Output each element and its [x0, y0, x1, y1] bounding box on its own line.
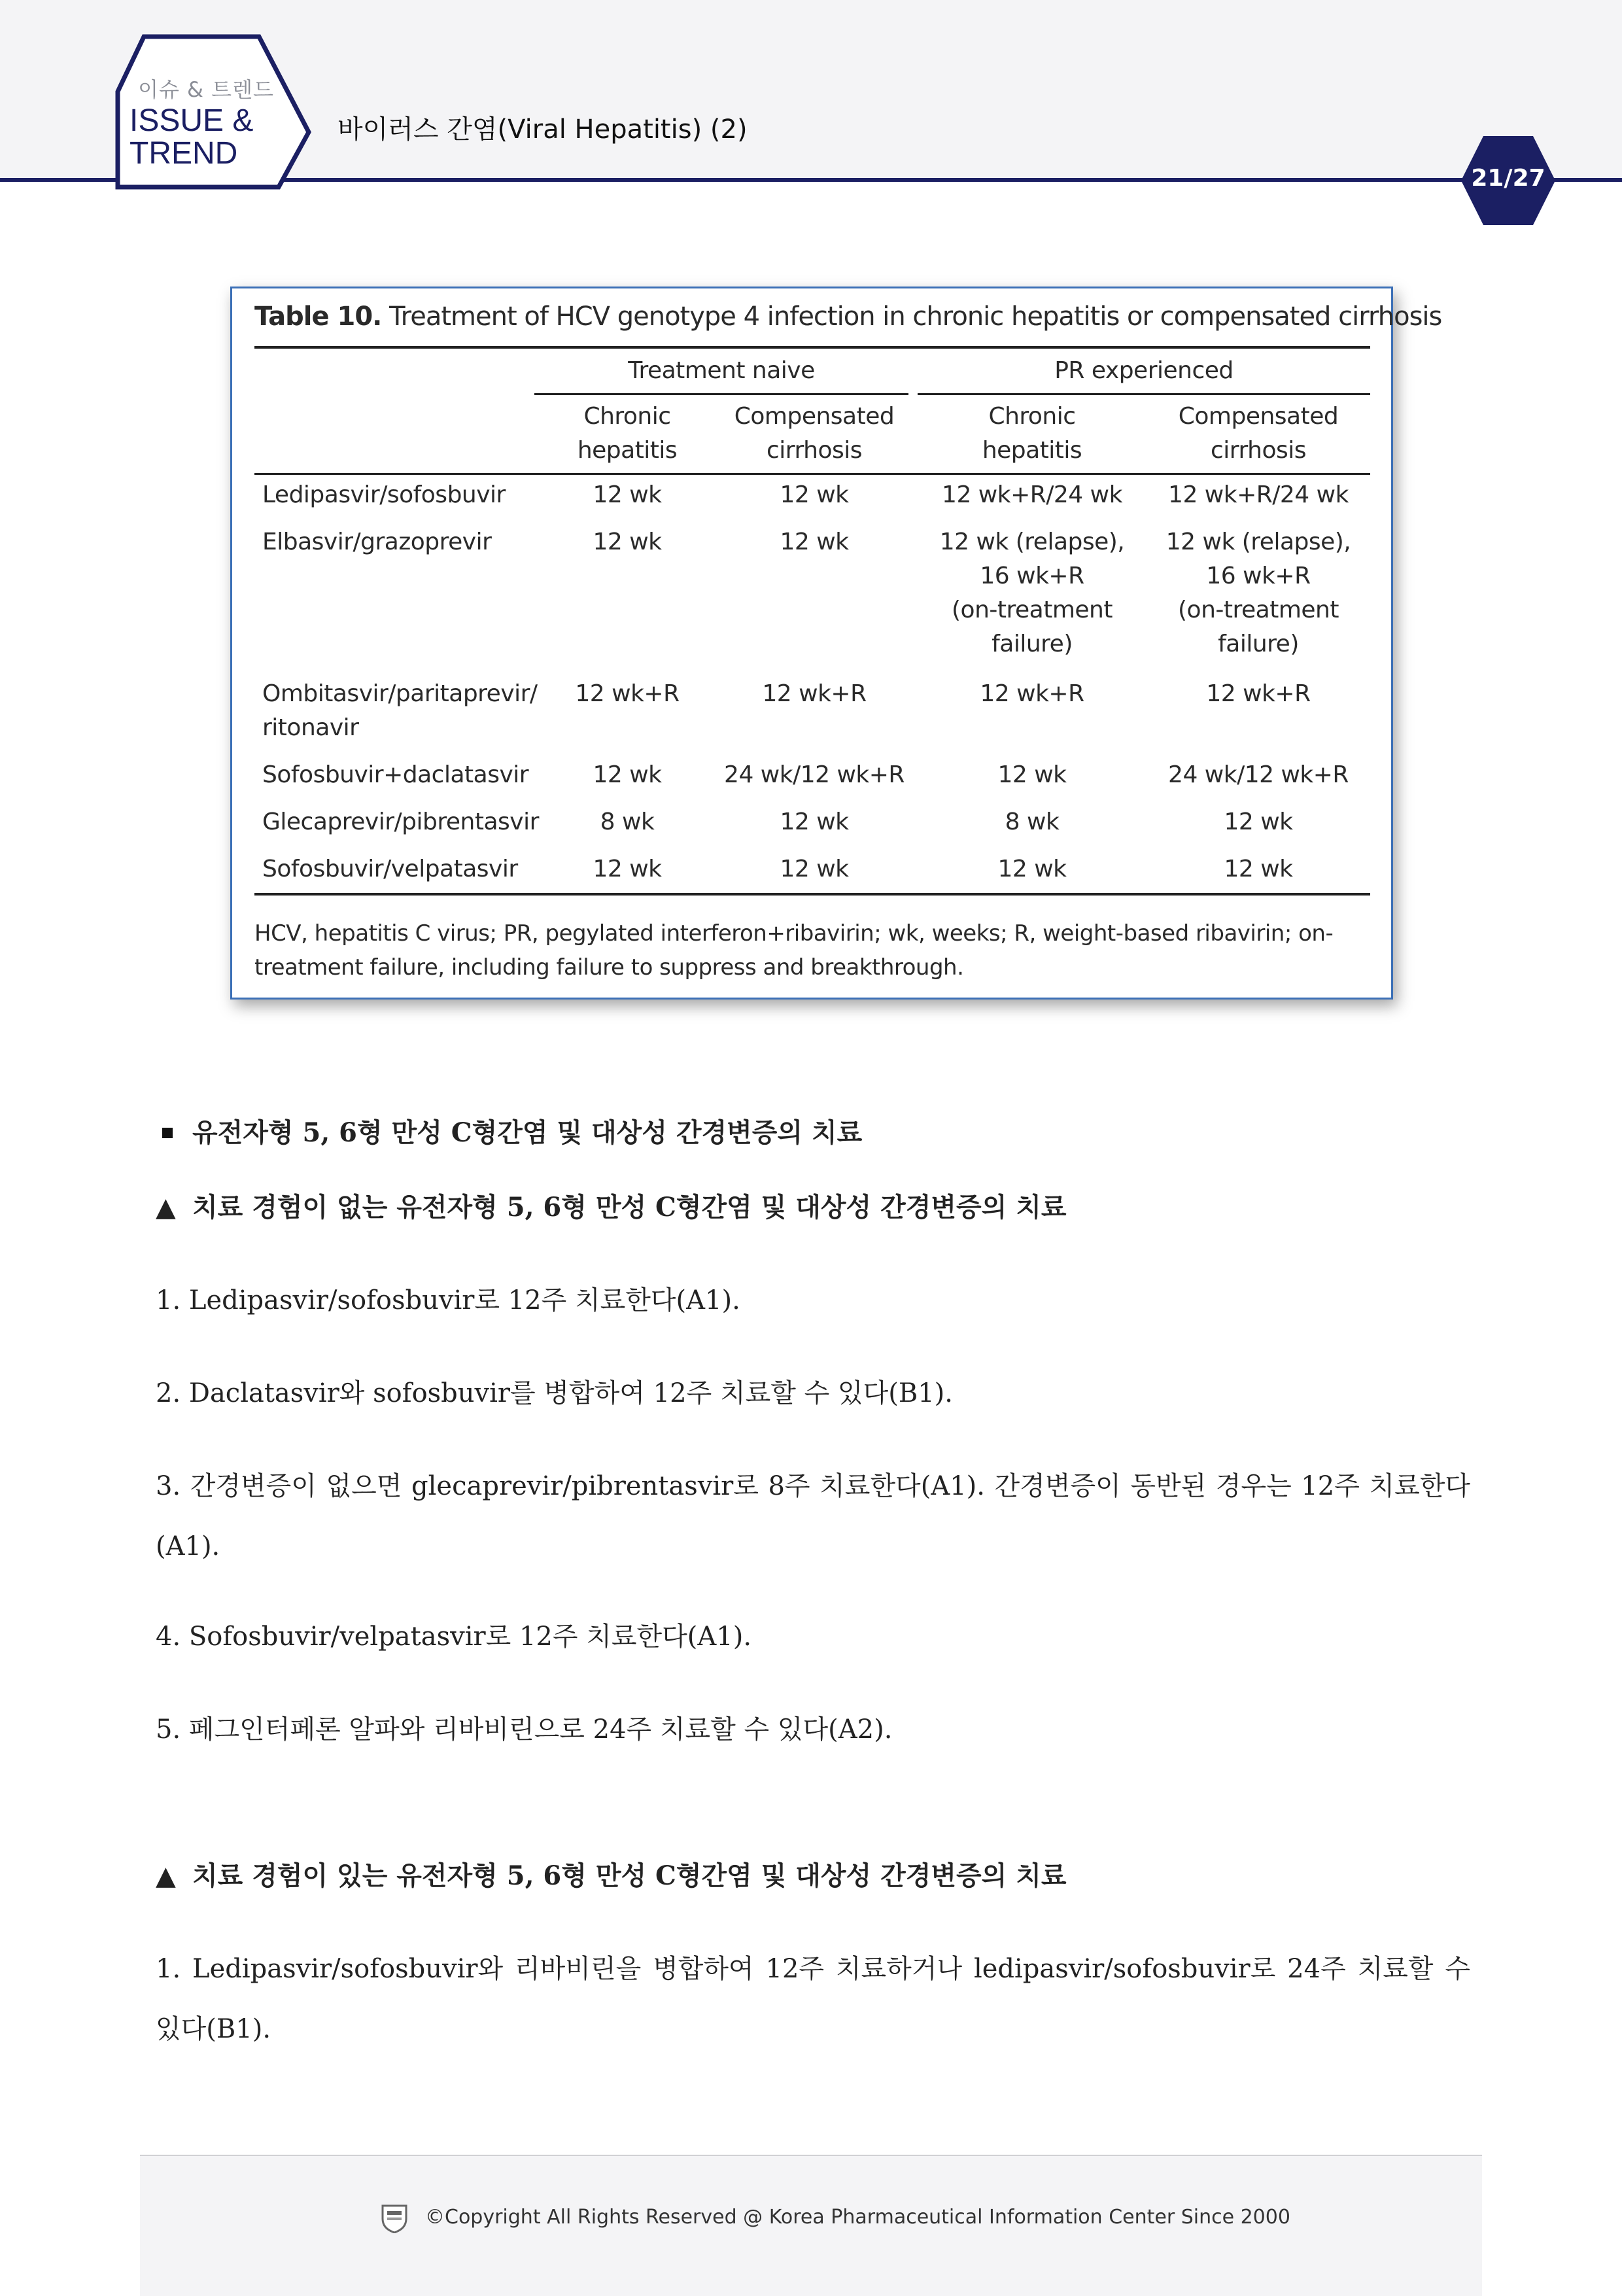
square-bullet-icon: [156, 1103, 192, 1163]
row-label: [262, 677, 538, 745]
badge-subtitle: 이슈 & 트렌드: [138, 77, 274, 102]
table-cell-line: (on-treatment: [952, 597, 1113, 623]
table-cell-line: 12 wk: [593, 856, 662, 882]
shield-logo-icon: [381, 2203, 408, 2233]
experienced-heading-text: 치료 경험이 있는 유전자형 5, 6형 만성 C형간염 및 대상성 간경변증의 치료: [192, 1860, 1067, 1891]
column-header-line: hepatitis: [577, 437, 678, 464]
column-header: [720, 400, 908, 468]
group-header-pr: PR experienced: [1054, 357, 1234, 384]
table-cell-line: 12 wk+R: [1206, 680, 1311, 707]
table-title-number: Table 10.: [254, 302, 382, 332]
table-cell-line: 16 wk+R: [1206, 563, 1311, 589]
triangle-bullet-icon: ▲: [156, 1192, 176, 1223]
table-cell-line: 12 wk: [997, 856, 1067, 882]
section-heading: [156, 1103, 1470, 1163]
column-header-line: Chronic: [583, 403, 671, 430]
column-header: [1147, 400, 1370, 468]
group-rule-pr: [918, 393, 1370, 395]
row-label: [262, 852, 530, 886]
badge-line-1: ISSUE &: [129, 103, 254, 138]
naive-item-5: 5. 페그인터페론 알파와 리바비린으로 24주 치료할 수 있다(A2).: [156, 1714, 893, 1745]
row-label-line: Sofosbuvir/velpatasvir: [262, 856, 518, 882]
row-label-line: Elbasvir/grazoprevir: [262, 529, 492, 555]
header-bottom-rule: [254, 473, 1370, 475]
table-cell-line: 8 wk: [1005, 809, 1060, 835]
table-cell-line: 12 wk: [780, 809, 849, 835]
footer: [140, 2155, 1482, 2296]
row-label-line: Ledipasvir/sofosbuvir: [262, 481, 506, 508]
row-label-line: Ombitasvir/paritaprevir/: [262, 680, 538, 707]
table-cell-line: 24 wk/12 wk+R: [724, 761, 905, 788]
table-cell-line: 8 wk: [600, 809, 655, 835]
table-cell: [918, 758, 1147, 792]
table-cell: [720, 805, 908, 839]
row-label: [262, 525, 530, 559]
naive-item-4: 4. Sofosbuvir/velpatasvir로 12주 치료한다(A1).: [156, 1622, 752, 1652]
table-title-text: Treatment of HCV genotype 4 infection in chronic hepatitis or compensated cirrhosis: [381, 302, 1442, 332]
table-cell: [1147, 478, 1370, 512]
table-cell: [720, 525, 908, 559]
group-header-naive: Treatment naive: [628, 357, 815, 384]
table-cell: [1147, 758, 1370, 792]
table-cell-line: 12 wk: [593, 529, 662, 555]
column-header-line: cirrhosis: [767, 437, 862, 464]
table-cell-line: 16 wk+R: [980, 563, 1084, 589]
table-cell-line: 12 wk: [1224, 856, 1293, 882]
column-header-line: cirrhosis: [1211, 437, 1306, 464]
table-cell: [918, 478, 1147, 512]
row-label-line: Glecaprevir/pibrentasvir: [262, 809, 539, 835]
row-label: [262, 805, 539, 839]
table-cell: [1147, 525, 1370, 661]
table-cell: [918, 677, 1147, 711]
table-cell: [918, 852, 1147, 886]
column-header: [534, 400, 720, 468]
experienced-item-1: 1. Ledipasvir/sofosbuvir와 리바비린을 병합하여 12주 치료하거나 ledipasvir/sofosbuvir로 24주 치료할 수 있다(B1).: [156, 1954, 1470, 2044]
table-cell: [720, 758, 908, 792]
table-cell-line: 12 wk: [997, 761, 1067, 788]
table-cell: [720, 677, 908, 711]
naive-heading: [156, 1177, 1470, 1238]
table-cell-line: 12 wk (relapse),: [939, 529, 1125, 555]
table-cell-line: 12 wk: [780, 481, 849, 508]
table-cell-line: failure): [992, 631, 1073, 657]
group-rule-naive: [534, 393, 908, 395]
triangle-bullet-icon: ▲: [156, 1861, 176, 1891]
table-cell-line: 12 wk: [780, 856, 849, 882]
table-cell: [534, 525, 720, 559]
table-cell: [720, 852, 908, 886]
table-cell-line: 12 wk: [593, 481, 662, 508]
column-header: [918, 400, 1147, 468]
page-title: 바이러스 간염(Viral Hepatitis) (2): [337, 114, 748, 145]
table-cell: [534, 478, 720, 512]
table-cell: [1147, 852, 1370, 886]
table-cell: [720, 478, 908, 512]
table-figure: [230, 287, 1442, 1000]
table-cell-line: 12 wk+R: [762, 680, 867, 707]
table-cell-line: failure): [1218, 631, 1299, 657]
table-cell: [534, 805, 720, 839]
row-label-line: ritonavir: [262, 714, 359, 741]
naive-item-1: 1. Ledipasvir/sofosbuvir로 12주 치료한다(A1).: [156, 1285, 740, 1315]
table-footnote: HCV, hepatitis C virus; PR, pegylated interferon+ribavirin; wk, weeks; R, weight-based ribavirin; on-treatment failure, including failure to suppress and breakthrough.: [254, 920, 1334, 981]
table-cell: [534, 758, 720, 792]
badge-line-2: TREND: [129, 136, 238, 171]
experienced-heading: [156, 1846, 1470, 1906]
table-cell-line: 12 wk: [780, 529, 849, 555]
column-header-line: Compensated: [734, 403, 895, 430]
page-number: 21/27: [1471, 165, 1545, 192]
table-cell-line: 12 wk: [1224, 809, 1293, 835]
naive-item-2: 2. Daclatasvir와 sofosbuvir를 병합하여 12주 치료할 수 있다(B1).: [156, 1378, 953, 1408]
copyright-text: ©Copyright All Rights Reserved @ Korea Pharmaceutical Information Center Since 2000: [425, 2206, 1290, 2229]
badge-title: [129, 105, 267, 170]
section-heading-text: 유전자형 5, 6형 만성 C형간염 및 대상성 간경변증의 치료: [192, 1117, 863, 1148]
naive-heading-text: 치료 경험이 없는 유전자형 5, 6형 만성 C형간염 및 대상성 간경변증의 치료: [192, 1192, 1067, 1223]
table-cell: [534, 677, 720, 711]
table-cell-line: 24 wk/12 wk+R: [1168, 761, 1349, 788]
table-cell-line: 12 wk+R: [575, 680, 680, 707]
table-cell: [1147, 805, 1370, 839]
naive-item-3: 3. 간경변증이 없으면 glecaprevir/pibrentasvir로 8주 치료한다(A1). 간경변증이 동반된 경우는 12주 치료한다(A1).: [156, 1471, 1470, 1561]
table-cell: [534, 852, 720, 886]
column-header-line: hepatitis: [982, 437, 1082, 464]
column-header-line: Compensated: [1178, 403, 1339, 430]
table-cell: [918, 805, 1147, 839]
table-top-rule: [254, 346, 1370, 349]
table-cell-line: 12 wk+R/24 wk: [1168, 481, 1349, 508]
table-bottom-rule: [254, 893, 1370, 896]
table-cell: [918, 525, 1147, 661]
table-title: [254, 302, 1441, 332]
row-label: [262, 758, 530, 792]
table-cell-line: 12 wk (relapse),: [1165, 529, 1351, 555]
table-cell-line: 12 wk+R: [980, 680, 1084, 707]
table-cell: [1147, 677, 1370, 711]
table-cell-line: 12 wk+R/24 wk: [942, 481, 1122, 508]
row-label-line: Sofosbuvir+daclatasvir: [262, 761, 529, 788]
column-header-line: Chronic: [988, 403, 1076, 430]
table-cell-line: (on-treatment: [1178, 597, 1339, 623]
table-cell-line: 12 wk: [593, 761, 662, 788]
row-label: [262, 478, 530, 512]
